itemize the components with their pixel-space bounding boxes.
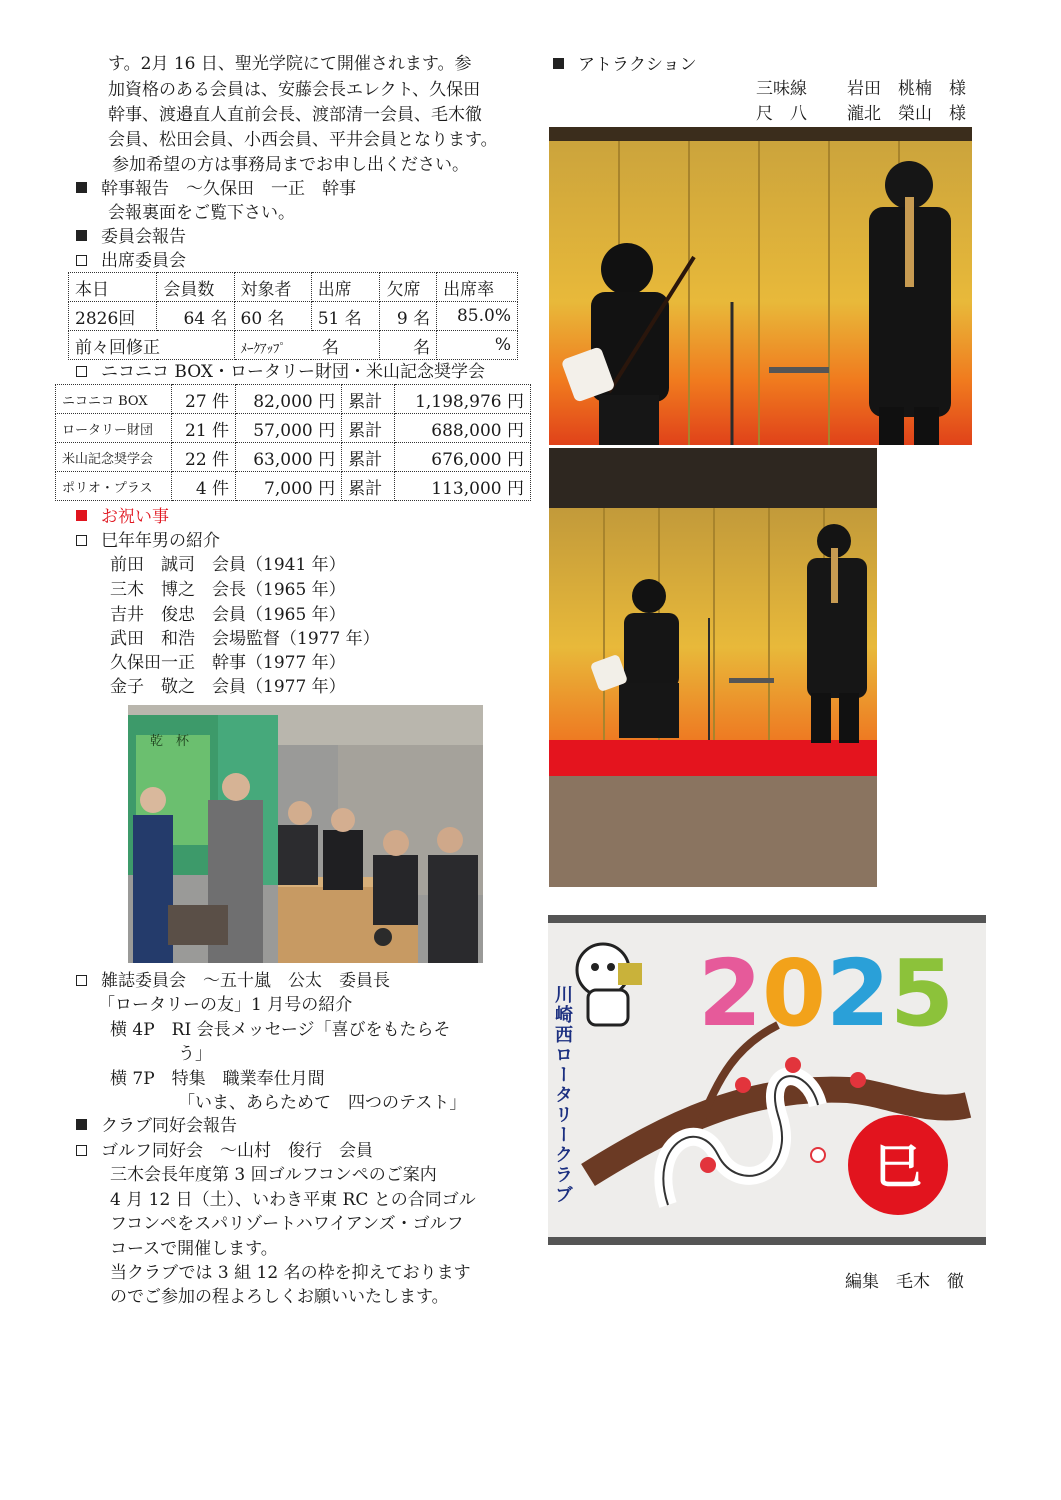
- table-cell: 累計: [342, 385, 395, 414]
- intro-line: 幹事、渡邉直人直前会長、渡部清一会員、毛木徹: [108, 105, 482, 125]
- magazine-line: 横 4P RI 会長メッセージ「喜びをもたらそ: [110, 1020, 451, 1040]
- magazine-line: 「いま、あらためて 四つのテスト」: [178, 1093, 467, 1113]
- table-cell: 113,000 円: [394, 472, 530, 501]
- performer-instrument: 尺 八: [756, 104, 807, 124]
- donations-table: [55, 384, 531, 501]
- table-cell: 82,000 円: [236, 385, 342, 414]
- table-cell: 2826回: [69, 302, 157, 331]
- donations-heading: ニコニコ BOX・ロータリー財団・米山記念奨学会: [76, 360, 485, 384]
- banner-year-digit: 2: [698, 940, 763, 1047]
- golf-line: 三木会長年度第 3 回ゴルフコンペのご案内: [110, 1165, 437, 1185]
- table-cell: ポリオ・プラス: [56, 472, 172, 501]
- editor-credit: 編集 毛木 徹: [845, 1272, 964, 1292]
- table-cell: %: [437, 331, 518, 360]
- snake-member: 金子 敬之 会員（1977 年）: [110, 677, 346, 697]
- new-year-banner-photo: [548, 915, 986, 1245]
- committee-report-heading: 委員会報告: [76, 225, 186, 249]
- table-cell: 累計: [342, 414, 395, 443]
- performer-name: 岩田 桃楠 様: [847, 79, 966, 99]
- snake-year-heading: 巳年年男の紹介: [76, 529, 220, 553]
- table-cell: 会員数: [157, 273, 234, 302]
- banner-kanji: 巳: [873, 1139, 923, 1195]
- table-cell: 85.0%: [437, 302, 518, 331]
- intro-line: 会員、松田会員、小西会員、平井会員となります。: [108, 130, 498, 150]
- table-cell: 累計: [342, 443, 395, 472]
- table-cell: 本日: [69, 273, 157, 302]
- table-cell: 21 件: [172, 414, 236, 443]
- golf-line: のでご参加の程よろしくお願いいたします。: [110, 1287, 449, 1307]
- golf-line: コースで開催します。: [110, 1239, 278, 1259]
- table-cell: ロータリー財団: [56, 414, 172, 443]
- magazine-committee-heading: 雑誌委員会 ～五十嵐 公太 委員長: [76, 969, 390, 993]
- table-cell: 出席: [311, 273, 380, 302]
- table-cell: 676,000 円: [394, 443, 530, 472]
- table-cell: 7,000 円: [236, 472, 342, 501]
- table-cell: 出席率: [437, 273, 518, 302]
- table-cell: 名: [380, 331, 437, 360]
- table-row: [69, 273, 518, 302]
- table-row: [56, 472, 531, 501]
- table-cell: 対象者: [234, 273, 311, 302]
- table-cell: 米山記念奨学会: [56, 443, 172, 472]
- performance-photo-tall: [549, 448, 877, 887]
- club-report-heading: クラブ同好会報告: [76, 1114, 237, 1138]
- golf-line: フコンペをスパリゾートハワイアンズ・ゴルフ: [110, 1214, 464, 1234]
- snake-member: 吉井 俊忠 会員（1965 年）: [110, 605, 346, 625]
- table-cell: 前々回修正: [69, 331, 235, 360]
- table-cell: 63,000 円: [236, 443, 342, 472]
- table-cell: 64 名: [157, 302, 234, 331]
- snake-member: 久保田一正 幹事（1977 年）: [110, 653, 346, 673]
- banner-year-digit: 5: [890, 940, 955, 1047]
- table-row: [56, 443, 531, 472]
- table-cell: 欠席: [380, 273, 437, 302]
- table-cell: 60 名: [234, 302, 311, 331]
- golf-club-heading: ゴルフ同好会 ～山村 俊行 会員: [76, 1139, 373, 1163]
- table-cell: 27 件: [172, 385, 236, 414]
- table-cell: 688,000 円: [394, 414, 530, 443]
- attendance-committee-heading: 出席委員会: [76, 249, 186, 273]
- table-cell: 22 件: [172, 443, 236, 472]
- screen-title: 乾 杯: [150, 734, 190, 749]
- snake-member: 三木 博之 会長（1965 年）: [110, 580, 346, 600]
- table-row: [56, 414, 531, 443]
- table-cell: 51 名: [311, 302, 380, 331]
- snake-member: 前田 誠司 会員（1941 年）: [110, 555, 346, 575]
- banner-year-digit: 0: [762, 940, 827, 1047]
- performer-name: 瀧北 榮山 様: [847, 104, 966, 124]
- table-row: [69, 331, 518, 360]
- intro-line: す。2月 16 日、聖光学院にて開催されます。参: [108, 54, 472, 74]
- magazine-line: う」: [178, 1044, 212, 1064]
- table-cell: 57,000 円: [236, 414, 342, 443]
- banner-year: [698, 940, 954, 1047]
- table-cell: ニコニコ BOX: [56, 385, 172, 414]
- table-cell: 1,198,976 円: [394, 385, 530, 414]
- magazine-line: 「ロータリーの友」1 月号の紹介: [98, 995, 353, 1015]
- banner-club-name: 川崎西ロータリークラブ: [552, 985, 573, 1205]
- snake-member: 武田 和浩 会場監督（1977 年）: [110, 629, 380, 649]
- attraction-heading: アトラクション: [553, 53, 697, 77]
- table-row: [56, 385, 531, 414]
- secretary-report-text: 会報裏面をご覧下さい。: [108, 203, 295, 223]
- golf-line: 4 月 12 日（土）、いわき平東 RC との合同ゴル: [110, 1190, 476, 1210]
- banner-year-digit: 2: [826, 940, 891, 1047]
- table-cell: 累計: [342, 472, 395, 501]
- magazine-line: 横 7P 特集 職業奉仕月間: [110, 1069, 325, 1089]
- performer-instrument: 三味線: [756, 79, 807, 99]
- banner-year-text: [698, 940, 954, 1047]
- celebration-heading: お祝い事: [76, 505, 169, 529]
- intro-line: 加資格のある会員は、安藤会長エレクト、久保田: [108, 80, 481, 100]
- table-cell: 9 名: [380, 302, 437, 331]
- attendance-table: [68, 272, 518, 360]
- intro-line: 参加希望の方は事務局までお申し出ください。: [112, 155, 469, 175]
- performance-photo-wide: [549, 127, 972, 445]
- golf-line: 当クラブでは 3 組 12 名の枠を抑えております: [110, 1263, 471, 1283]
- secretary-report-heading: 幹事報告 ～久保田 一正 幹事: [76, 177, 356, 201]
- table-cell: 4 件: [172, 472, 236, 501]
- table-cell: ﾒｰｸｱｯﾌﾟ 名: [234, 331, 380, 360]
- toast-photo: [128, 705, 483, 963]
- table-row: [69, 302, 518, 331]
